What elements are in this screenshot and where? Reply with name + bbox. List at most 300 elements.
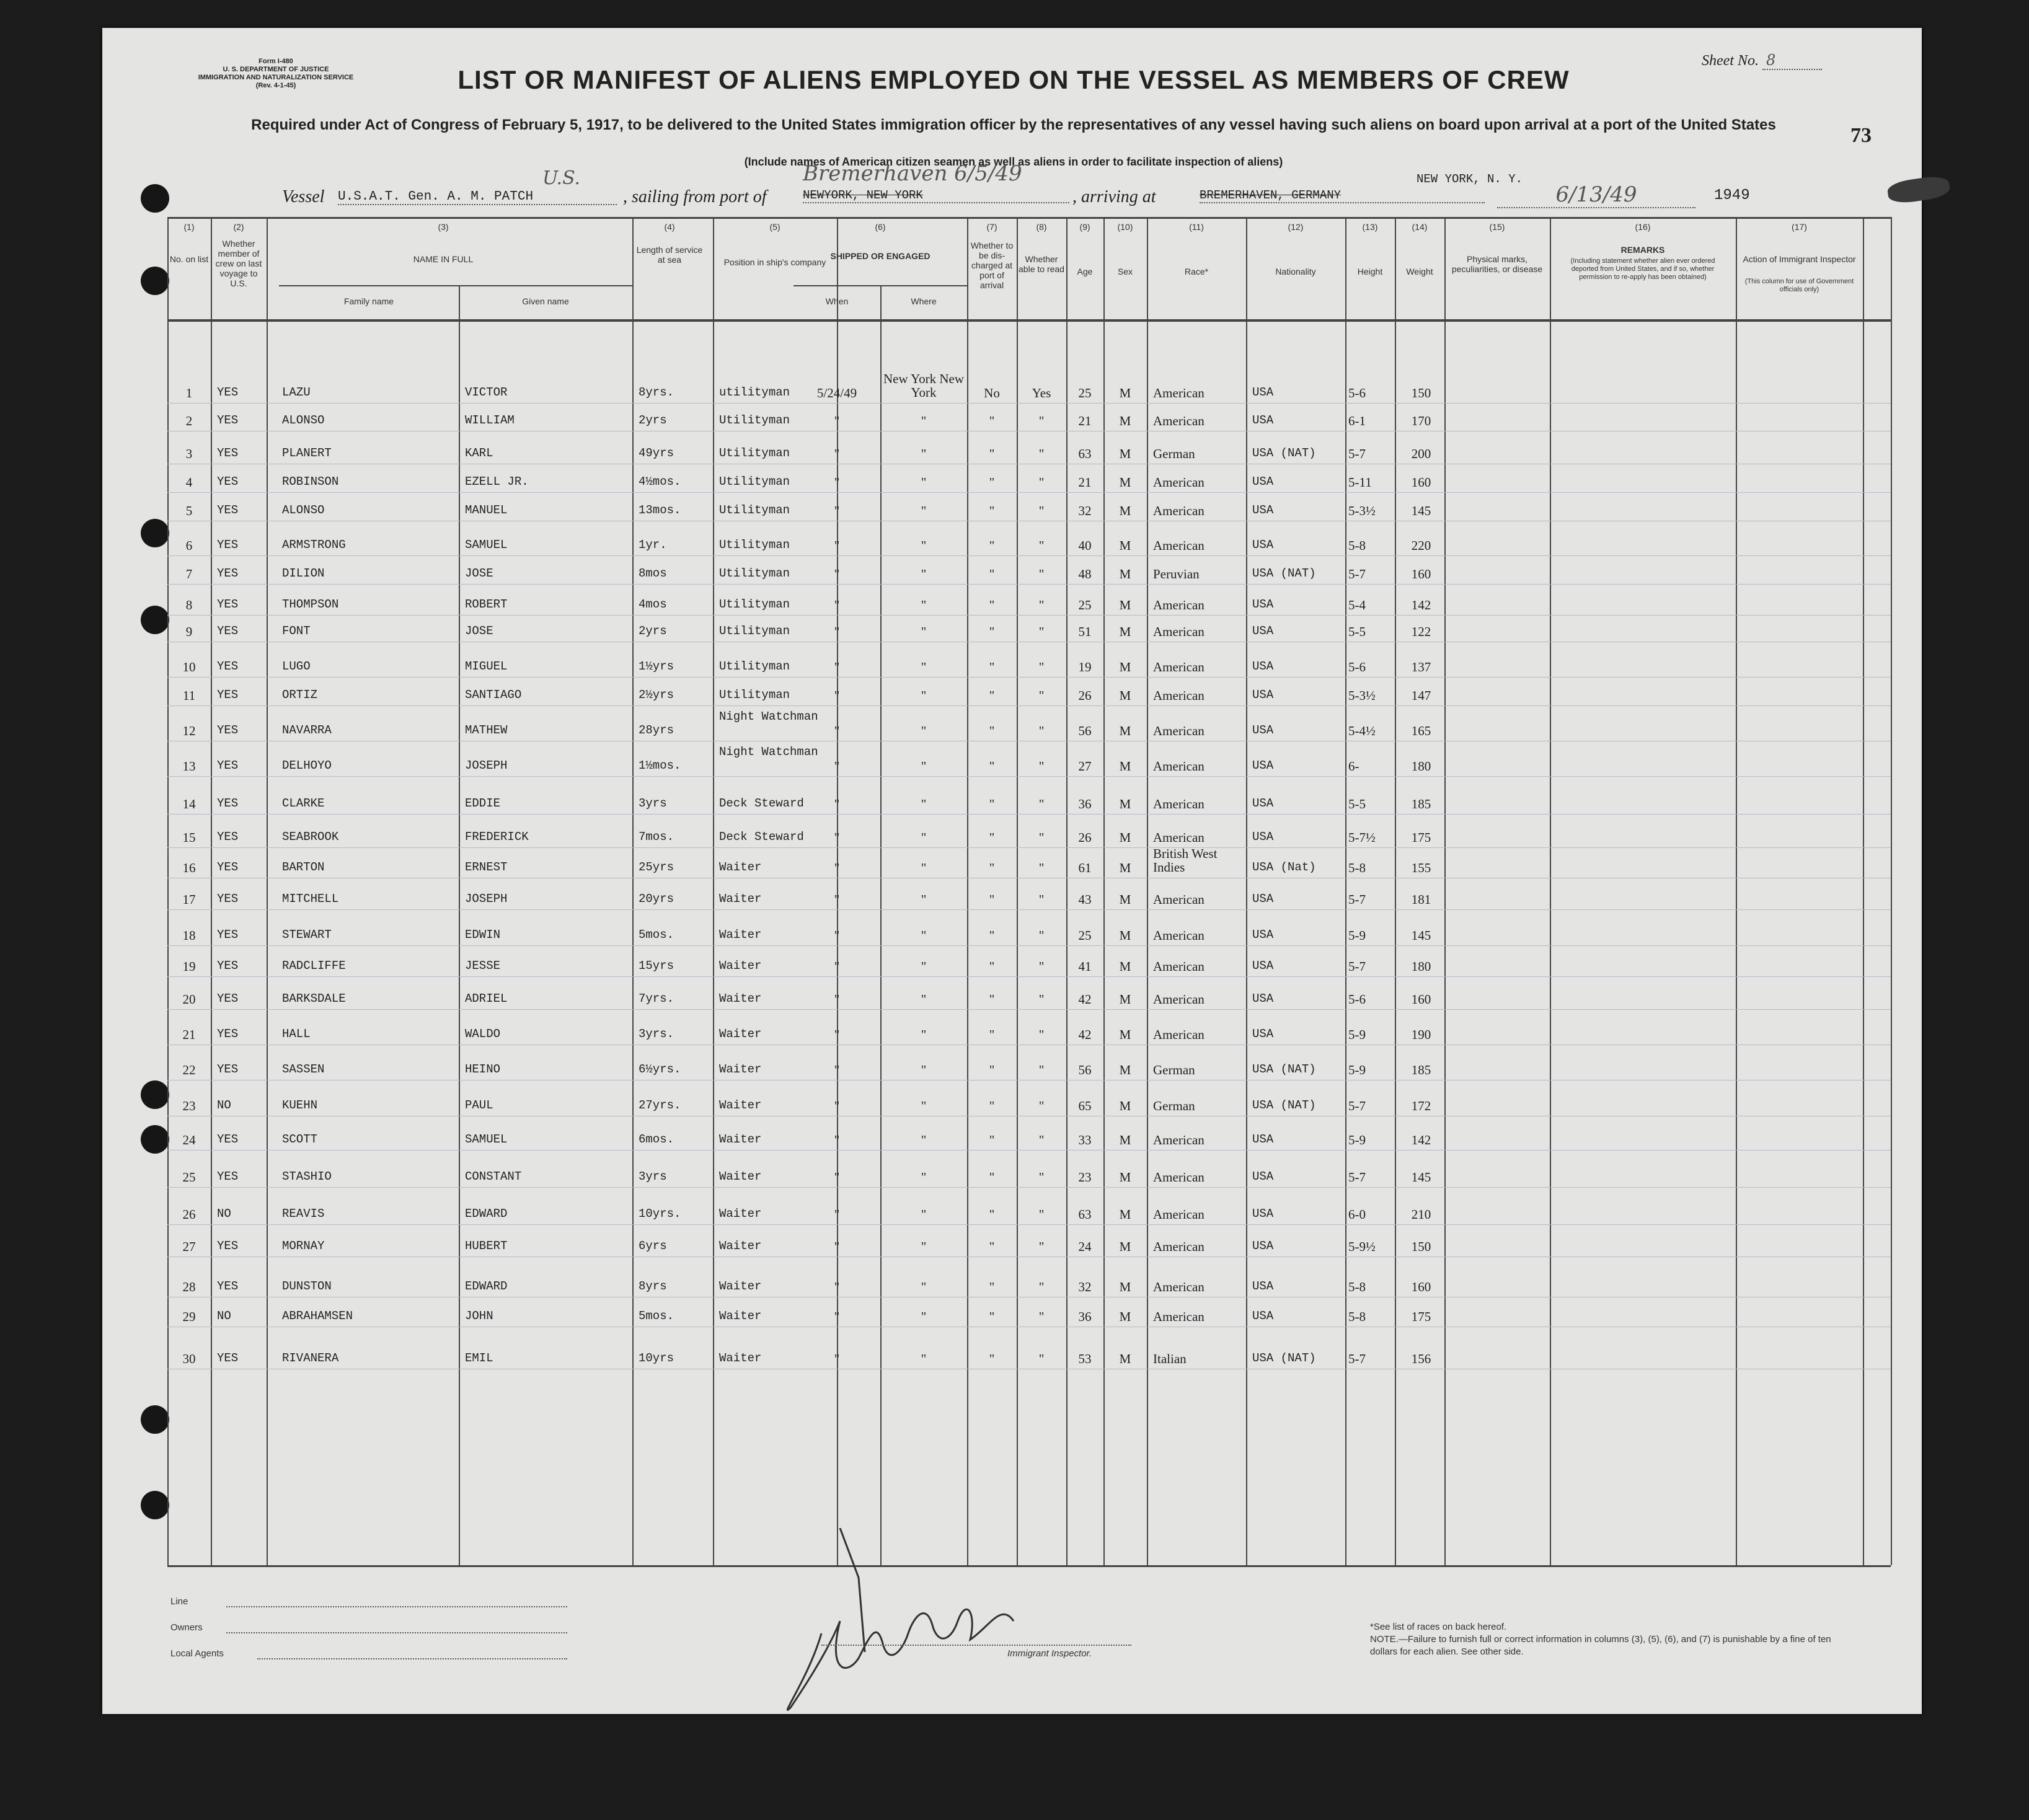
col-number: (4) bbox=[664, 222, 675, 232]
cell-discharged: " bbox=[989, 830, 995, 845]
cell-able-to-read: " bbox=[1038, 860, 1045, 875]
cell-discharged: " bbox=[989, 1351, 995, 1366]
cell-weight: 142 bbox=[1411, 598, 1431, 612]
column-rule bbox=[1550, 217, 1551, 1565]
cell-height: 5-7 bbox=[1348, 959, 1366, 974]
cell-shipped-where: " bbox=[921, 1133, 927, 1147]
col-header-action-note: (This column for use of Government officials only) bbox=[1744, 278, 1854, 293]
cell-able-to-read: " bbox=[1038, 598, 1045, 612]
col-header-action: Action of Immigrant Inspector bbox=[1743, 254, 1856, 264]
cell-height: 5-3½ bbox=[1348, 503, 1376, 518]
cell-prev-voyage: NO bbox=[217, 1207, 231, 1221]
cell-given-name: EDWIN bbox=[465, 928, 501, 942]
cell-shipped-when: " bbox=[834, 1239, 840, 1254]
cell-discharged: " bbox=[989, 446, 995, 461]
arrival-date-handwritten: 6/13/49 bbox=[1497, 182, 1695, 208]
cell-weight: 165 bbox=[1411, 723, 1431, 738]
cell-nationality: USA bbox=[1252, 892, 1274, 906]
col-number: (5) bbox=[769, 222, 780, 232]
cell-able-to-read: " bbox=[1038, 1279, 1045, 1294]
cell-race: American bbox=[1153, 598, 1205, 612]
cell-row-number: 16 bbox=[182, 860, 196, 875]
cell-shipped-when: " bbox=[834, 413, 840, 428]
cell-discharged: " bbox=[989, 475, 995, 490]
cell-height: 5-4½ bbox=[1348, 723, 1376, 738]
cell-family-name: RIVANERA bbox=[282, 1351, 339, 1365]
cell-age: 43 bbox=[1078, 892, 1092, 907]
cell-age: 33 bbox=[1078, 1133, 1092, 1147]
cell-position: Waiter bbox=[719, 959, 762, 973]
cell-sex: M bbox=[1119, 446, 1131, 461]
cell-row-number: 18 bbox=[182, 928, 196, 943]
cell-height: 5-9 bbox=[1348, 928, 1366, 943]
cell-weight: 137 bbox=[1411, 660, 1431, 674]
cell-age: 21 bbox=[1078, 475, 1092, 490]
col-header-service: Length of service at sea bbox=[636, 245, 703, 265]
cell-weight: 160 bbox=[1411, 475, 1431, 490]
cell-discharged: " bbox=[989, 688, 995, 703]
cell-given-name: WILLIAM bbox=[465, 413, 515, 427]
row-rule bbox=[167, 403, 1891, 404]
cell-service-length: 2yrs bbox=[639, 413, 667, 427]
cell-weight: 175 bbox=[1411, 830, 1431, 845]
cell-sex: M bbox=[1119, 386, 1131, 400]
cell-height: 5-9 bbox=[1348, 1133, 1366, 1147]
cell-nationality: USA (NAT) bbox=[1252, 1062, 1316, 1076]
races-note: *See list of races on back hereof. bbox=[1370, 1622, 1507, 1632]
cell-shipped-when: " bbox=[834, 1351, 840, 1366]
cell-race: German bbox=[1153, 1062, 1195, 1077]
inspector-label: Immigrant Inspector. bbox=[1007, 1648, 1092, 1659]
col-header-discharged: Whether to be dis-charged at port of arrival bbox=[970, 241, 1014, 290]
cell-shipped-where: " bbox=[921, 567, 927, 581]
cell-discharged: " bbox=[989, 1170, 995, 1185]
cell-age: 63 bbox=[1078, 446, 1092, 461]
cell-age: 23 bbox=[1078, 1170, 1092, 1185]
cell-given-name: EDWARD bbox=[465, 1207, 508, 1221]
cell-prev-voyage: YES bbox=[217, 797, 239, 810]
cell-shipped-when: " bbox=[834, 1170, 840, 1185]
cell-prev-voyage: YES bbox=[217, 503, 239, 517]
cell-age: 25 bbox=[1078, 928, 1092, 943]
manifest-sheet bbox=[102, 28, 1922, 1714]
cell-service-length: 10yrs bbox=[639, 1351, 674, 1365]
cell-prev-voyage: YES bbox=[217, 830, 239, 844]
cell-family-name: RADCLIFFE bbox=[282, 959, 346, 973]
col-number: (2) bbox=[233, 222, 244, 232]
cell-prev-voyage: YES bbox=[217, 892, 239, 906]
cell-weight: 200 bbox=[1411, 446, 1431, 461]
page-title: LIST OR MANIFEST OF ALIENS EMPLOYED ON THE VESSEL AS MEMBERS OF CREW bbox=[458, 65, 1570, 94]
cell-discharged: " bbox=[989, 1279, 995, 1294]
row-rule bbox=[167, 847, 1891, 848]
cell-family-name: LAZU bbox=[282, 386, 311, 399]
col-number: (14) bbox=[1412, 222, 1428, 232]
cell-age: 56 bbox=[1078, 1062, 1092, 1077]
cell-age: 63 bbox=[1078, 1207, 1092, 1222]
cell-discharged: " bbox=[989, 992, 995, 1007]
cell-age: 65 bbox=[1078, 1098, 1092, 1113]
cell-position: utilityman bbox=[719, 386, 790, 399]
col-header-read: Whether able to read bbox=[1019, 254, 1064, 274]
cell-position: Deck Steward bbox=[719, 797, 804, 810]
cell-row-number: 19 bbox=[182, 959, 196, 974]
row-rule bbox=[167, 705, 1891, 706]
cell-family-name: REAVIS bbox=[282, 1207, 325, 1221]
cell-prev-voyage: YES bbox=[217, 928, 239, 942]
cell-family-name: MITCHELL bbox=[282, 892, 339, 906]
cell-position: Waiter bbox=[719, 1133, 762, 1146]
cell-weight: 145 bbox=[1411, 928, 1431, 943]
cell-weight: 172 bbox=[1411, 1098, 1431, 1113]
cell-position: Waiter bbox=[719, 1207, 762, 1221]
cell-given-name: SANTIAGO bbox=[465, 688, 522, 702]
column-rule bbox=[713, 217, 714, 1565]
cell-given-name: JOSE bbox=[465, 624, 493, 638]
cell-able-to-read: " bbox=[1038, 688, 1045, 703]
col-number: (11) bbox=[1189, 222, 1204, 232]
cell-shipped-when: " bbox=[834, 723, 840, 738]
col-header-age: Age bbox=[1077, 267, 1093, 276]
cell-service-length: 13mos. bbox=[639, 503, 681, 517]
cell-sex: M bbox=[1119, 1351, 1131, 1366]
cell-given-name: PAUL bbox=[465, 1098, 493, 1112]
cell-age: 61 bbox=[1078, 860, 1092, 875]
cell-shipped-when: " bbox=[834, 1279, 840, 1294]
cell-family-name: ALONSO bbox=[282, 413, 325, 427]
cell-height: 5-7 bbox=[1348, 446, 1366, 461]
cell-nationality: USA bbox=[1252, 538, 1274, 552]
cell-given-name: EDWARD bbox=[465, 1279, 508, 1293]
cell-age: 40 bbox=[1078, 538, 1092, 553]
row-rule bbox=[167, 814, 1891, 815]
cell-able-to-read: " bbox=[1038, 624, 1045, 639]
cell-shipped-when: " bbox=[834, 624, 840, 639]
sheet-value: 8 bbox=[1762, 51, 1822, 70]
cell-shipped-when: " bbox=[834, 830, 840, 845]
cell-row-number: 25 bbox=[182, 1170, 196, 1185]
cell-nationality: USA bbox=[1252, 959, 1274, 973]
footer-owners-field bbox=[226, 1632, 567, 1633]
cell-sex: M bbox=[1119, 959, 1131, 974]
cell-row-number: 3 bbox=[185, 446, 193, 461]
cell-prev-voyage: YES bbox=[217, 1062, 239, 1076]
cell-race: American bbox=[1153, 992, 1205, 1007]
cell-given-name: JOSE bbox=[465, 567, 493, 580]
cell-service-length: 49yrs bbox=[639, 446, 674, 460]
cell-family-name: SASSEN bbox=[282, 1062, 325, 1076]
cell-service-length: 8mos bbox=[639, 567, 667, 580]
cell-service-length: 28yrs bbox=[639, 723, 674, 737]
cell-discharged: " bbox=[989, 567, 995, 581]
cell-able-to-read: " bbox=[1038, 1027, 1045, 1042]
cell-prev-voyage: YES bbox=[217, 1133, 239, 1146]
cell-sex: M bbox=[1119, 1279, 1131, 1294]
footer-notes bbox=[1370, 1621, 1841, 1658]
cell-race: American bbox=[1153, 1309, 1205, 1324]
cell-nationality: USA bbox=[1252, 759, 1274, 772]
cell-shipped-where: " bbox=[921, 830, 927, 845]
cell-able-to-read: " bbox=[1038, 797, 1045, 811]
cell-able-to-read: " bbox=[1038, 567, 1045, 581]
cell-family-name: HALL bbox=[282, 1027, 311, 1041]
cell-sex: M bbox=[1119, 413, 1131, 428]
cell-height: 5-7 bbox=[1348, 1170, 1366, 1185]
cell-nationality: USA bbox=[1252, 1279, 1274, 1293]
cell-race: American bbox=[1153, 1279, 1205, 1294]
cell-shipped-when: " bbox=[834, 446, 840, 461]
cell-race: American bbox=[1153, 1170, 1205, 1185]
column-rule bbox=[211, 217, 212, 1565]
cell-nationality: USA (NAT) bbox=[1252, 446, 1316, 460]
cell-prev-voyage: YES bbox=[217, 1239, 239, 1253]
punch-hole bbox=[141, 519, 169, 547]
cell-shipped-where: " bbox=[921, 1239, 927, 1254]
cell-discharged: " bbox=[989, 1239, 995, 1254]
cell-prev-voyage: NO bbox=[217, 1098, 231, 1112]
cell-given-name: KARL bbox=[465, 446, 493, 460]
cell-given-name: EZELL JR. bbox=[465, 475, 529, 488]
ink-blot bbox=[1886, 174, 1951, 205]
cell-able-to-read: " bbox=[1038, 660, 1045, 674]
cell-discharged: " bbox=[989, 1027, 995, 1042]
cell-nationality: USA bbox=[1252, 992, 1274, 1005]
cell-sex: M bbox=[1119, 660, 1131, 674]
cell-sex: M bbox=[1119, 1133, 1131, 1147]
cell-given-name: ROBERT bbox=[465, 598, 508, 611]
cell-row-number: 10 bbox=[182, 660, 196, 674]
cell-weight: 150 bbox=[1411, 386, 1431, 400]
cell-given-name: ADRIEL bbox=[465, 992, 508, 1005]
cell-age: 26 bbox=[1078, 830, 1092, 845]
cell-shipped-when: " bbox=[834, 1027, 840, 1042]
rule bbox=[167, 217, 1891, 219]
cell-height: 5-9 bbox=[1348, 1027, 1366, 1042]
cell-nationality: USA bbox=[1252, 386, 1274, 399]
cell-weight: 156 bbox=[1411, 1351, 1431, 1366]
cell-nationality: USA bbox=[1252, 1239, 1274, 1253]
cell-able-to-read: " bbox=[1038, 1351, 1045, 1366]
cell-sex: M bbox=[1119, 1309, 1131, 1324]
cell-service-length: 3yrs bbox=[639, 1170, 667, 1183]
cell-weight: 210 bbox=[1411, 1207, 1431, 1222]
cell-row-number: 27 bbox=[182, 1239, 196, 1254]
cell-position: Utilityman bbox=[719, 475, 790, 488]
arriving-correction: NEW YORK, N. Y. bbox=[1417, 172, 1523, 186]
column-rule bbox=[632, 217, 634, 1565]
col-number: (16) bbox=[1635, 222, 1651, 232]
cell-sex: M bbox=[1119, 1170, 1131, 1185]
cell-height: 5-8 bbox=[1348, 1279, 1366, 1294]
cell-weight: 181 bbox=[1411, 892, 1431, 907]
cell-nationality: USA bbox=[1252, 797, 1274, 810]
cell-position: Waiter bbox=[719, 1351, 762, 1365]
cell-family-name: FONT bbox=[282, 624, 311, 638]
cell-family-name: NAVARRA bbox=[282, 723, 332, 737]
punch-hole bbox=[141, 267, 169, 295]
row-rule bbox=[167, 945, 1891, 946]
cell-race: American bbox=[1153, 1207, 1205, 1222]
cell-nationality: USA (NAT) bbox=[1252, 1351, 1316, 1365]
cell-able-to-read: " bbox=[1038, 1170, 1045, 1185]
cell-shipped-where: " bbox=[921, 759, 927, 774]
cell-nationality: USA bbox=[1252, 598, 1274, 611]
cell-age: 26 bbox=[1078, 688, 1092, 703]
cell-shipped-where: " bbox=[921, 624, 927, 639]
cell-shipped-where: " bbox=[921, 797, 927, 811]
cell-shipped-where: " bbox=[921, 723, 927, 738]
cell-family-name: ABRAHAMSEN bbox=[282, 1309, 353, 1323]
cell-race: American bbox=[1153, 624, 1205, 639]
cell-prev-voyage: YES bbox=[217, 475, 239, 488]
cell-service-length: 4mos bbox=[639, 598, 667, 611]
cell-race: American bbox=[1153, 1133, 1205, 1147]
cell-position: Utilityman bbox=[719, 624, 790, 638]
form-revision: (Rev. 4-1-45) bbox=[255, 82, 296, 89]
row-rule bbox=[167, 1187, 1891, 1188]
inspector-line bbox=[821, 1645, 1131, 1646]
cell-shipped-when: " bbox=[834, 688, 840, 703]
cell-given-name: MANUEL bbox=[465, 503, 508, 517]
cell-shipped-where: " bbox=[921, 538, 927, 553]
cell-given-name: EDDIE bbox=[465, 797, 501, 810]
crew-table bbox=[167, 217, 1891, 1565]
column-rule bbox=[1863, 217, 1864, 1565]
col-header-family: Family name bbox=[343, 296, 394, 306]
rule bbox=[279, 285, 632, 286]
cell-sex: M bbox=[1119, 1207, 1131, 1222]
cell-able-to-read: " bbox=[1038, 1239, 1045, 1254]
cell-given-name: EMIL bbox=[465, 1351, 493, 1365]
cell-age: 36 bbox=[1078, 1309, 1092, 1324]
cell-shipped-where: New York New York bbox=[883, 371, 965, 400]
cell-given-name: HUBERT bbox=[465, 1239, 508, 1253]
col-header-weight: Weight bbox=[1406, 267, 1433, 276]
cell-nationality: USA bbox=[1252, 1207, 1274, 1221]
cell-age: 24 bbox=[1078, 1239, 1092, 1254]
cell-able-to-read: " bbox=[1038, 446, 1045, 461]
cell-race: American bbox=[1153, 503, 1205, 518]
cell-weight: 150 bbox=[1411, 1239, 1431, 1254]
cell-given-name: HEINO bbox=[465, 1062, 501, 1076]
form-service: IMMIGRATION AND NATURALIZATION SERVICE bbox=[198, 74, 354, 81]
cell-shipped-when: " bbox=[834, 797, 840, 811]
cell-family-name: BARKSDALE bbox=[282, 992, 346, 1005]
page-subtitle-note: (Include names of American citizen seamen as well as aliens in order to facilitate inspection of aliens) bbox=[744, 156, 1283, 168]
row-rule bbox=[167, 976, 1891, 977]
cell-weight: 122 bbox=[1411, 624, 1431, 639]
cell-shipped-when: " bbox=[834, 475, 840, 490]
cell-sex: M bbox=[1119, 624, 1131, 639]
cell-sex: M bbox=[1119, 598, 1131, 612]
cell-nationality: USA (Nat) bbox=[1252, 860, 1316, 874]
cell-nationality: USA (NAT) bbox=[1252, 567, 1316, 580]
row-rule bbox=[167, 615, 1891, 616]
cell-shipped-where: " bbox=[921, 1098, 927, 1113]
cell-service-length: 8yrs bbox=[639, 1279, 667, 1293]
col-header-where: Where bbox=[911, 296, 937, 306]
col-number: (10) bbox=[1117, 222, 1133, 232]
cell-shipped-when: " bbox=[834, 660, 840, 674]
cell-shipped-where: " bbox=[921, 860, 927, 875]
sailing-handwritten: Bremerhaven 6/5/49 bbox=[803, 161, 1022, 186]
cell-row-number: 7 bbox=[185, 567, 193, 581]
cell-discharged: " bbox=[989, 797, 995, 811]
cell-row-number: 13 bbox=[182, 759, 196, 774]
cell-position: Deck Steward bbox=[719, 830, 804, 844]
cell-family-name: ALONSO bbox=[282, 503, 325, 517]
cell-sex: M bbox=[1119, 503, 1131, 518]
cell-sex: M bbox=[1119, 992, 1131, 1007]
cell-row-number: 30 bbox=[182, 1351, 196, 1366]
col-number: (3) bbox=[438, 222, 449, 232]
cell-height: 6-1 bbox=[1348, 413, 1366, 428]
col-header-when: When bbox=[825, 296, 849, 306]
cell-prev-voyage: YES bbox=[217, 386, 239, 399]
cell-race: German bbox=[1153, 446, 1195, 461]
cell-position: Utilityman bbox=[719, 446, 790, 460]
cell-height: 5-8 bbox=[1348, 860, 1366, 875]
punch-hole bbox=[141, 1125, 169, 1154]
cell-able-to-read: " bbox=[1038, 759, 1045, 774]
cell-row-number: 28 bbox=[182, 1279, 196, 1294]
cell-nationality: USA (NAT) bbox=[1252, 1098, 1316, 1112]
col-header-height: Height bbox=[1357, 267, 1383, 276]
cell-shipped-where: " bbox=[921, 503, 927, 518]
col-number: (1) bbox=[183, 222, 195, 232]
cell-prev-voyage: YES bbox=[217, 723, 239, 737]
col-header-nationality: Nationality bbox=[1275, 267, 1316, 276]
cell-race: American bbox=[1153, 386, 1205, 400]
penalty-note: NOTE.—Failure to furnish full or correct information in columns (3), (5), (6), and (7) is punishable by a fine of ten dollars for each alien. See other side. bbox=[1370, 1634, 1831, 1657]
sailing-label: , sailing from port of bbox=[623, 187, 767, 206]
col-number: (9) bbox=[1079, 222, 1090, 232]
cell-age: 25 bbox=[1078, 386, 1092, 400]
col-header-sex: Sex bbox=[1117, 267, 1133, 276]
cell-row-number: 21 bbox=[182, 1027, 196, 1042]
cell-height: 5-7 bbox=[1348, 1098, 1366, 1113]
col-number: (13) bbox=[1362, 222, 1378, 232]
cell-weight: 170 bbox=[1411, 413, 1431, 428]
cell-able-to-read: " bbox=[1038, 503, 1045, 518]
cell-sex: M bbox=[1119, 928, 1131, 943]
column-rule bbox=[1444, 217, 1446, 1565]
cell-sex: M bbox=[1119, 1098, 1131, 1113]
cell-height: 5-7 bbox=[1348, 567, 1366, 581]
cell-discharged: " bbox=[989, 1098, 995, 1113]
cell-position: Utilityman bbox=[719, 413, 790, 427]
cell-nationality: USA bbox=[1252, 660, 1274, 673]
page-subtitle: Required under Act of Congress of February 5, 1917, to be delivered to the United States immigration officer by the representatives of any vessel having such aliens on board upon arrival at a port of the United States bbox=[251, 117, 1776, 133]
col-header-shipped: SHIPPED OR ENGAGED bbox=[830, 251, 931, 261]
cell-prev-voyage: YES bbox=[217, 1170, 239, 1183]
cell-position: Utilityman bbox=[719, 660, 790, 673]
row-rule bbox=[167, 1150, 1891, 1151]
cell-race: American bbox=[1153, 660, 1205, 674]
cell-shipped-when: " bbox=[834, 992, 840, 1007]
footer-agents-field bbox=[257, 1658, 567, 1659]
cell-able-to-read: " bbox=[1038, 992, 1045, 1007]
cell-nationality: USA bbox=[1252, 413, 1274, 427]
cell-family-name: BARTON bbox=[282, 860, 325, 874]
col-header-name: NAME IN FULL bbox=[413, 254, 474, 264]
cell-shipped-where: " bbox=[921, 446, 927, 461]
cell-given-name: JOHN bbox=[465, 1309, 493, 1323]
cell-prev-voyage: YES bbox=[217, 860, 239, 874]
cell-discharged: " bbox=[989, 860, 995, 875]
inspector-signature bbox=[753, 1528, 1100, 1726]
cell-able-to-read: Yes bbox=[1032, 386, 1051, 400]
